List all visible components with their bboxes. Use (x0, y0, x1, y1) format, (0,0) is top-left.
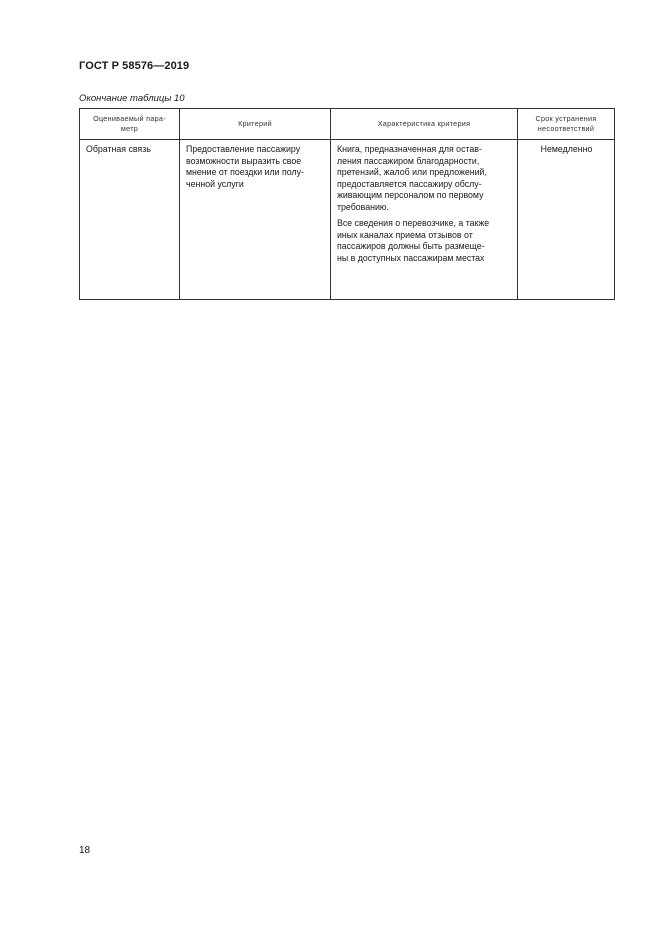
characteristic-paragraph: Все сведения о перевозчике, а также иных каналах приема отзывов от пассажиров должны быть размеще- ны в доступных пассажирам местах (337, 218, 490, 263)
column-header-parameter: Оцениваемый пара- метр (80, 109, 180, 140)
table-header-row (80, 109, 615, 140)
cell-deadline: Немедленно (518, 140, 615, 300)
column-header-deadline: Срок устранения несоответствий (518, 109, 615, 140)
cell-parameter: Обратная связь (80, 140, 180, 300)
table-caption: Окончание таблицы 10 (79, 93, 185, 104)
column-header-characteristics: Характеристика критерия (331, 109, 518, 140)
cell-criterion: Предоставление пассажиру возможности выразить свое мнение от поездки или полу- ченной услуги (180, 140, 331, 300)
table-row (80, 140, 615, 300)
cell-characteristics (331, 140, 518, 300)
document-code-header: ГОСТ Р 58576—2019 (79, 60, 190, 72)
criteria-table (79, 108, 615, 300)
characteristic-paragraph: Книга, предназначенная для остав- ления пассажиром благодарности, претензий, жалоб или предложений, предоставляется пассажиру обслу- живающим персоналом по первому требованию. (337, 144, 487, 212)
page-number: 18 (79, 845, 91, 856)
column-header-criterion: Критерий (180, 109, 331, 140)
